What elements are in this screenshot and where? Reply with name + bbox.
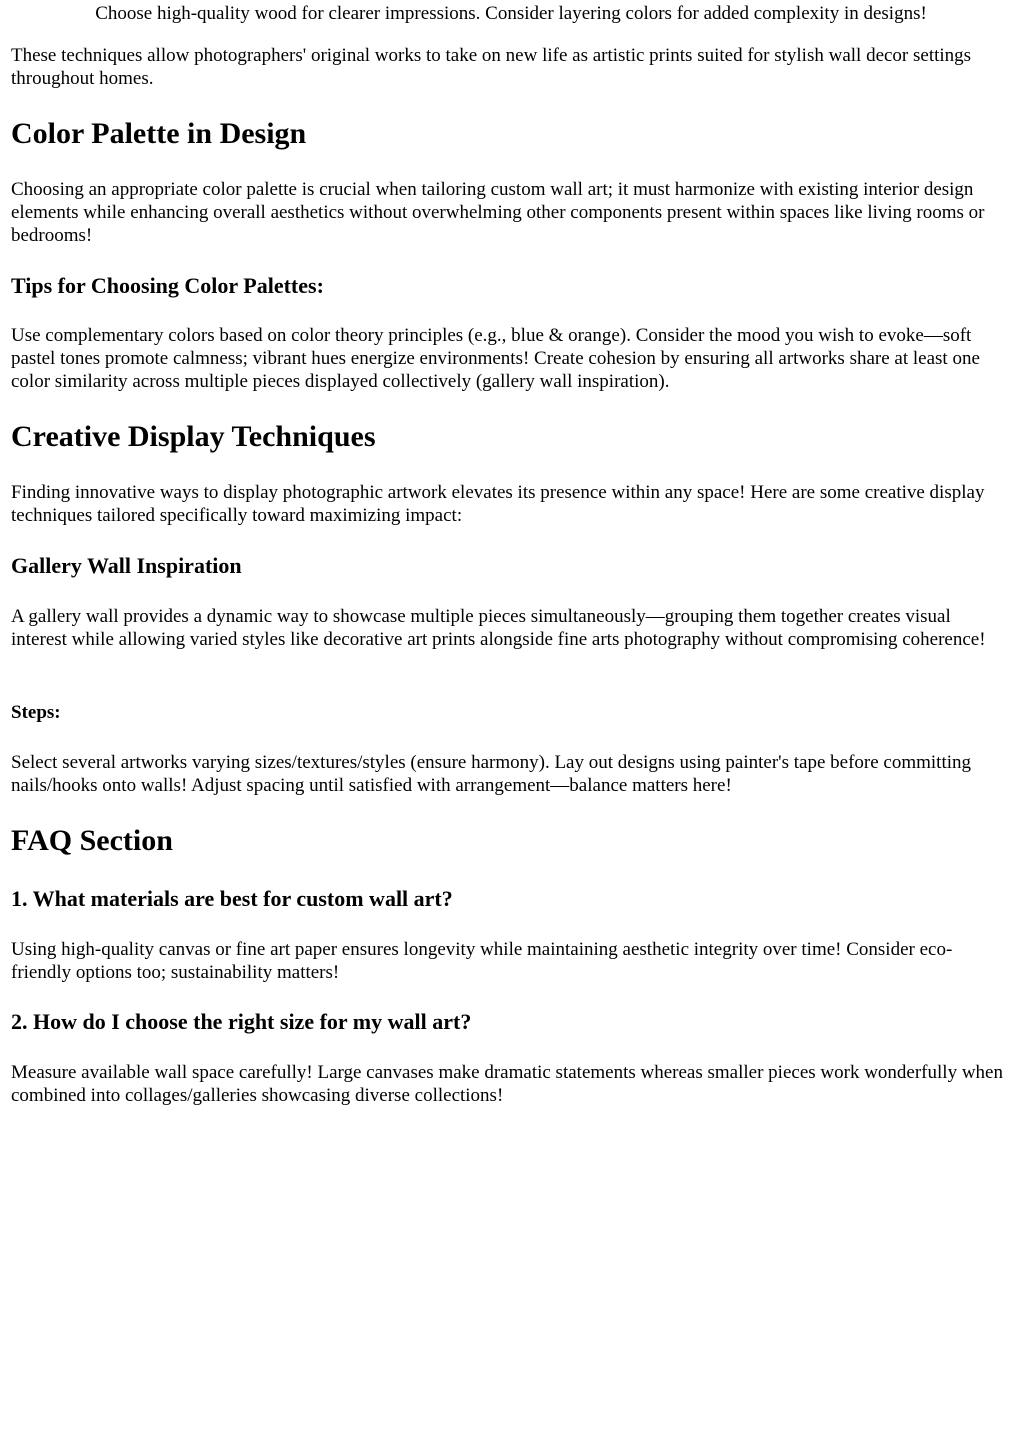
steps-heading: Steps: bbox=[11, 702, 61, 723]
faq-question-2: 2. How do I choose the right size for my wall art? bbox=[11, 1009, 472, 1034]
tips-body: Use complementary colors based on color theory principles (e.g., blue & orange). Consider the mood you wish to evoke—soft pastel tones promote calmness; vibrant hues energize environments! Create cohesion by ensuring all artworks share at least one color similarity across multiple pieces displayed collectively (gallery wall inspiration). bbox=[11, 325, 980, 392]
faq-answer-2: Measure available wall space carefully! Large canvases make dramatic statements whereas smaller pieces work wonderfully when combined into collages/galleries showcasing diverse collections! bbox=[11, 1062, 1003, 1106]
color-palette-body: Choosing an appropriate color palette is crucial when tailoring custom wall art; it must harmonize with existing interior design elements while enhancing overall aesthetics without overwhelming other components present within spaces like living rooms or bedrooms! bbox=[11, 179, 985, 246]
faq-answer-1: Using high-quality canvas or fine art paper ensures longevity while maintaining aesthetic integrity over time! Consider eco-friendly options too; sustainability matters! bbox=[11, 939, 953, 983]
display-body: Finding innovative ways to display photographic artwork elevates its presence within any space! Here are some creative display techniques tailored specifically toward maximizing impact: bbox=[11, 482, 985, 526]
tips-heading: Tips for Choosing Color Palettes: bbox=[11, 273, 324, 298]
steps-body: Select several artworks varying sizes/textures/styles (ensure harmony). Lay out designs using painter's tape before committing nails/hooks onto walls! Adjust spacing until satisfied with arrangement—balance matters here! bbox=[11, 752, 972, 796]
faq-heading: FAQ Section bbox=[11, 824, 173, 857]
intro-closing: These techniques allow photographers' original works to take on new life as artistic prints suited for stylish wall decor settings throughout homes. bbox=[11, 45, 972, 89]
color-palette-heading: Color Palette in Design bbox=[11, 117, 307, 150]
display-heading: Creative Display Techniques bbox=[11, 420, 376, 453]
intro-lead: Choose high-quality wood for clearer impressions. Consider layering colors for added complexity in designs! bbox=[95, 3, 927, 24]
faq-question-1: 1. What materials are best for custom wall art? bbox=[11, 886, 453, 911]
gallery-body: A gallery wall provides a dynamic way to showcase multiple pieces simultaneously—grouping them together creates visual interest while allowing varied styles like decorative art prints alongside fine arts photography without compromising coherence! bbox=[11, 606, 986, 650]
gallery-heading: Gallery Wall Inspiration bbox=[11, 553, 242, 578]
